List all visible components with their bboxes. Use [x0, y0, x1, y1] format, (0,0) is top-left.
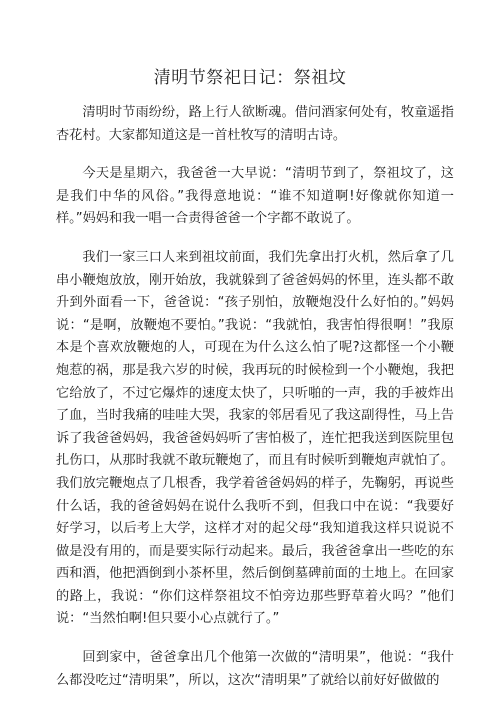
paragraph: 回到家中，爸爸拿出几个他第一次做的“清明果”，他说：“我什么都没吃过“清明果”，所以，这次“清明果”了就给以前好好做做的 — [56, 650, 454, 688]
article-body — [56, 102, 454, 708]
paragraph: 清明时节雨纷纷，路上行人欲断魂。借问酒家何处有，牧童遥指杏花村。大家都知道这是一首杜牧写的清明古诗。 — [56, 105, 454, 143]
article-title: 清明节祭祀日记：祭祖坟 — [153, 68, 347, 88]
paragraph: 今天是星期六，我爸爸一大早说：“清明节到了，祭祖坟了，这是我们中华的风俗。”我得意地说：“谁不知道啊!好像就你知道一样。”妈妈和我一唱一合责得爸爸一个字都不敢说了。 — [56, 166, 454, 227]
paragraph: 我们一家三口人来到祖坟前面，我们先拿出打火机，然后拿了几串小鞭炮放放，刚开始放，我就躲到了爸爸妈妈的怀里，连头都不敢升到外面看一下，爸爸说：“孩子别怕，放鞭炮没什么好怕的。”妈妈说：“是啊，放鞭炮不要怕。”我说：“我就怕，我害怕得很啊！”我原本是个喜欢放鞭炮的人，可现在为什么这么怕了呢?这都怪一个小鞭炮惹的祸，那是我六岁的时候，我再玩的时候检到一个小鞭炮，我把它给放了，不过它爆炸的速度太快了，只听啪的一声，我的手被炸出了血，当时我痛的哇哇大哭，我家的邻居看见了我这副得性，马上告诉了我爸爸妈妈，我爸爸妈妈听了害怕极了，连忙把我送到医院里包扎伤口，从那时我就不敢玩鞭炮了，而且有时候听到鞭炮声就怕了。我们放完鞭炮点了几根香，我学着爸爸妈妈的样子，先鞠躬，再说些什么话，我的爸爸妈妈在说什么我听不到，但我口中在说：“我要好好学习，以后考上大学，这样才对的起父母“我知道我这样只说说不做是没有用的，而是要实际行动起来。最后，我爸爸拿出一些吃的东西和酒，他把酒倒到小茶杯里，然后倒倒墓碑前面的土地上。在回家的路上，我说：“你们这样祭祖坟不怕旁边那些野草着火吗？”他们说：“当然怕啊!但只要小心点就行了。” — [56, 249, 454, 627]
